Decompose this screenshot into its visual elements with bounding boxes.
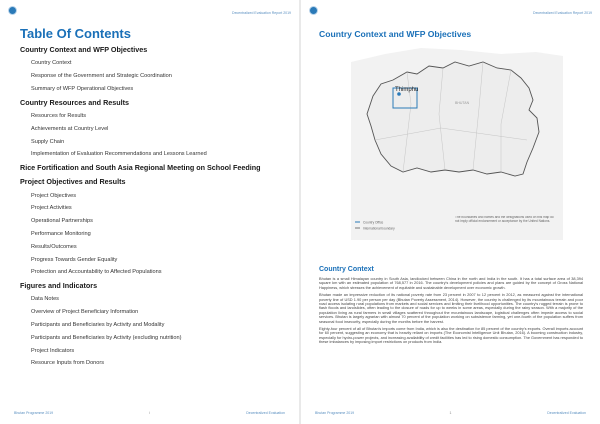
toc-title: Table Of Contents xyxy=(20,26,131,41)
toc-entry[interactable]: Supply Chain xyxy=(31,138,65,145)
toc-entry[interactable]: Protection and Accountability to Affected Populations xyxy=(31,269,162,276)
toc-entry[interactable]: Operational Partnerships xyxy=(31,218,93,225)
footer-right xyxy=(315,411,586,417)
page-number-left: i xyxy=(149,411,150,415)
bhutan-map xyxy=(351,44,563,240)
toc-entry[interactable]: Project Indicators xyxy=(31,347,75,354)
toc-entry[interactable]: Achievements at Country Level xyxy=(31,125,109,132)
region-label: BHUTAN xyxy=(455,101,470,105)
capital-label: Thimphu xyxy=(395,87,419,93)
footer-left-text: Bhutan Programme 2019 xyxy=(315,411,355,415)
toc-section-heading[interactable]: Rice Fortification and South Asia Regional Meeting on School Feeding xyxy=(20,163,261,173)
toc-section-heading[interactable]: Country Resources and Results xyxy=(20,97,130,107)
toc-entry[interactable]: Resources for Results xyxy=(31,112,87,119)
toc-entry[interactable]: Data Notes xyxy=(31,296,59,303)
toc-section-heading[interactable]: Project Objectives and Results xyxy=(20,177,126,187)
toc-entry[interactable]: Performance Monitoring xyxy=(31,231,91,237)
footer-right-text: Decentralized Evaluation xyxy=(547,411,586,415)
toc-entry[interactable]: Participants and Beneficiaries by Activity and Modality xyxy=(31,321,165,328)
legend-country-office: Country Office xyxy=(363,220,384,225)
toc-entry[interactable]: Overview of Project Beneficiary Information xyxy=(31,309,139,316)
toc-entry[interactable]: Resource Inputs from Donors xyxy=(31,360,105,367)
toc-entry[interactable]: Participants and Beneficiaries by Activity (excluding nutrition) xyxy=(31,334,182,341)
page-number-right: 1 xyxy=(449,411,452,415)
page-title: Country Context and WFP Objectives xyxy=(319,29,472,39)
toc-section-heading[interactable]: Country Context and WFP Objectives xyxy=(20,45,148,54)
footer-right-text: Decentralized Evaluation xyxy=(246,411,285,415)
map-disclaimer-container xyxy=(455,216,559,236)
header-report-label: Decentralized Evaluation Report 2019 xyxy=(232,11,291,15)
body-paragraph: Eighty-four percent of all of Bhutan's imports come from India, which is also the destination for 85 percent of the country's exports. Overall imports account for 60 percent, suggesting an economy that is heavily reliant on imports (The Economist Intelligence Unit Bhutan, 2016). A booming construction industry, especially for hydro-power projects, and increasing availability of credit facilities has led to rising domestic consumption. The Government has responded to these imbalances by imposing import restrictions on products from India. xyxy=(319,327,583,345)
toc-entry[interactable]: Implementation of Evaluation Recommendations and Lessons Learned xyxy=(31,151,207,158)
wfp-logo-icon xyxy=(309,6,318,15)
body-text xyxy=(319,277,583,348)
toc-entry[interactable]: Progress Towards Gender Equality xyxy=(31,256,118,263)
footer-left xyxy=(14,411,285,417)
toc-entry[interactable]: Project Activities xyxy=(31,205,72,212)
table-of-contents xyxy=(20,46,285,373)
section-heading: Country Context xyxy=(319,266,374,273)
toc-page xyxy=(0,0,299,424)
toc-entry[interactable]: Results/Outcomes xyxy=(31,243,77,250)
body-paragraph: Bhutan made an impressive reduction of its national poverty rate from 23 percent in 2007 to 12 percent in 2012, as measured against the international poverty line of USD 1.90 per person per day (Bhutan Poverty Assessment, 2014). However, the country is challenged by its mountainous terrain and poor road access isolating rural populations from markets and social services and limiting their livelihood opportunities. The country's rugged terrain is prone to flash floods and landslides, often leading to the closure of roads for up to weeks in some areas, especially during the rainy season. With a majority of the population living as rural farmers in small villages scattered throughout the mountainous landscape, logistical challenges often impede access to social services. Bhutan is largely agrarian with almost 70 percent of the population working on subsistence farming, yet one-fourth of the population suffers from seasonal food insecurity, especially during the months before the harvest. xyxy=(319,293,583,324)
body-paragraph: Bhutan is a small Himalayan country in South Asia, landlocked between China in the north and India in the south. It has a total surface area of 38,394 square km with an estimated population of 768,577 in 2016. The country's development policies and plans are guided by the concept of Gross National Happiness, which stresses the achievement of equitable and sustainable development over economic growth. xyxy=(319,277,583,290)
toc-entry[interactable]: Summary of WFP Operational Objectives xyxy=(31,85,134,92)
bhutan-map-svg xyxy=(351,44,563,240)
toc-entry[interactable]: Country Context xyxy=(31,60,72,67)
header-report-label: Decentralized Evaluation Report 2019 xyxy=(533,11,592,15)
footer-left-text: Bhutan Programme 2019 xyxy=(14,411,54,415)
map-disclaimer: The boundaries and names and the designations used on this map do not imply official endorsement or acceptance by the United Nations. xyxy=(455,216,554,223)
legend-international-boundary: International boundary xyxy=(363,226,395,231)
toc-section-heading[interactable]: Figures and Indicators xyxy=(20,281,98,291)
content-page xyxy=(301,0,600,424)
wfp-logo-icon xyxy=(8,6,17,15)
toc-entry[interactable]: Project Objectives xyxy=(31,192,77,199)
toc-entry[interactable]: Response of the Government and Strategic Coordination xyxy=(31,73,172,80)
